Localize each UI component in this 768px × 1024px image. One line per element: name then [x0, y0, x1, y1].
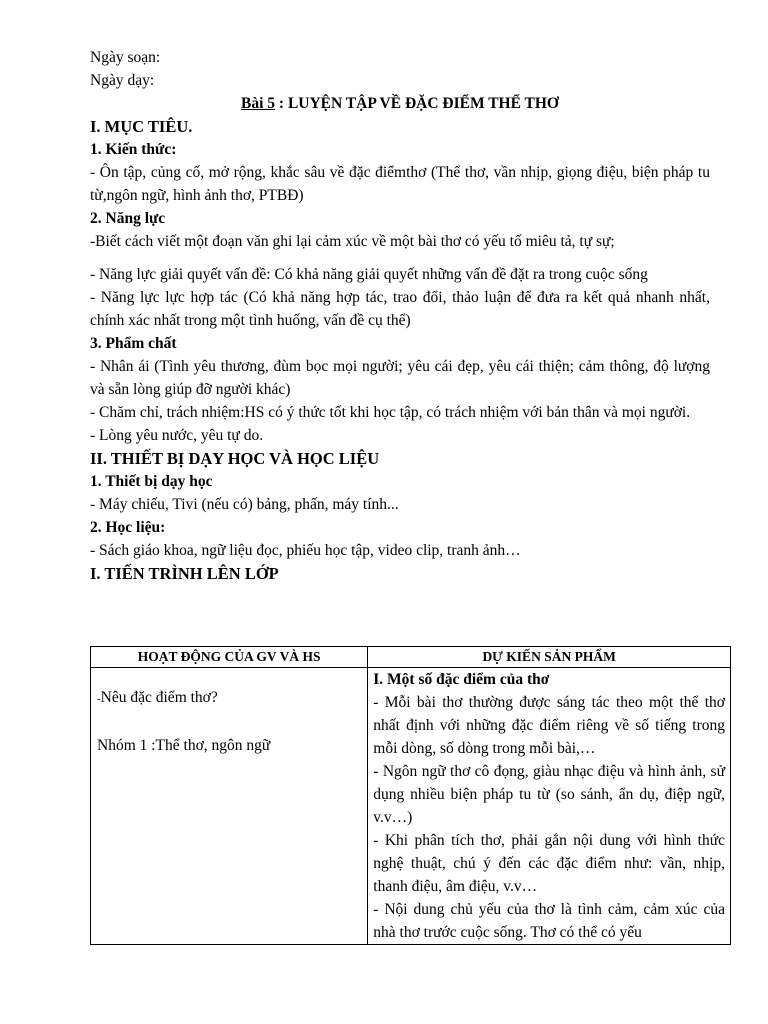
equipment-text: - Máy chiếu, Tivi (nếu có) bảng, phấn, máy tính... [90, 496, 399, 513]
knowledge-text: - Ôn tập, củng cố, mở rộng, khắc sâu về đặc điểmthơ (Thể thơ, vần nhịp, giọng điệu, biện pháp tu từ,ngôn ngữ, hình ảnh thơ, PTBĐ) [90, 164, 710, 204]
table-header-row [91, 647, 731, 668]
ability-heading: 2. Năng lực [90, 210, 166, 227]
date-taught: Ngày dạy: [90, 72, 155, 89]
table-row [91, 668, 731, 945]
quality-item-3: - Lòng yêu nước, yêu tự do. [90, 427, 264, 444]
section-equipment-heading: II. THIẾT BỊ DẠY HỌC VÀ HỌC LIỆU [90, 449, 380, 468]
ability-item-3: - Năng lực lực hợp tác (Có khả năng hợp tác, trao đổi, thảo luận để đưa ra kết quả nhanh nhất, chính xác nhất trong một tình huống, vấn đề cụ thể) [90, 289, 710, 329]
group-1-text: Nhóm 1 :Thể thơ, ngôn ngữ [97, 737, 271, 754]
products-heading: I. Một số đặc điểm của thơ [373, 671, 550, 688]
spacer [90, 253, 710, 263]
column-header-products: DỰ KIẾN SẢN PHẨM [368, 647, 731, 668]
column-header-activities: HOẠT ĐỘNG CỦA GV VÀ HS [91, 647, 368, 668]
document-page [90, 46, 710, 585]
activity-table [90, 646, 731, 945]
equipment-heading: 1. Thiết bị dạy học [90, 473, 213, 490]
section-objectives-heading: I. MỤC TIÊU. [90, 117, 193, 136]
question-line [97, 686, 361, 711]
ability-item-1: -Biết cách viết một đoạn văn ghi lại cảm xúc về một bài thơ có yếu tố miêu tả, tự sự; [90, 233, 615, 250]
products-cell [368, 668, 731, 945]
activities-cell [91, 668, 368, 945]
lesson-number: Bài 5 [241, 95, 276, 112]
ability-item-2: - Năng lực giải quyết vấn đề: Có khả năng giải quyết những vấn đề đặt ra trong cuộc sống [90, 266, 648, 283]
quality-item-2: - Chăm chỉ, trách nhiệm:HS có ý thức tốt khi học tập, có trách nhiệm với bản thân và mọi người. [90, 404, 691, 421]
materials-heading: 2. Học liệu: [90, 519, 166, 536]
spacer [97, 711, 361, 734]
lesson-title [90, 92, 710, 115]
products-item-3: - Khi phân tích thơ, phải gắn nội dung với hình thức nghệ thuật, chú ý đến các đặc điểm như: vần, nhịp, thanh điệu, âm điệu, v.v… [373, 832, 725, 895]
section-procedure-heading: I. TIẾN TRÌNH LÊN LỚP [90, 564, 279, 583]
question-dash: - [97, 693, 101, 705]
lesson-title-text: : LUYỆN TẬP VỀ ĐẶC ĐIỂM THỂ THƠ [275, 95, 559, 112]
knowledge-heading: 1. Kiến thức: [90, 141, 177, 158]
question-text: Nêu đặc điểm thơ? [100, 689, 218, 706]
products-item-2: - Ngôn ngữ thơ cô đọng, giàu nhạc điệu và hình ảnh, sử dụng nhiều biện pháp tu từ (so sánh, ẩn dụ, điệp ngữ, v.v…) [373, 763, 725, 826]
products-item-1: - Mỗi bài thơ thường được sáng tác theo một thể thơ nhất định với những đặc điểm riêng về số tiếng trong mỗi dòng, số dòng trong mỗi bài,… [373, 694, 725, 757]
date-prepared: Ngày soạn: [90, 49, 161, 66]
quality-heading: 3. Phẩm chất [90, 335, 177, 352]
materials-text: - Sách giáo khoa, ngữ liệu đọc, phiếu học tập, video clip, tranh ảnh… [90, 542, 521, 559]
quality-item-1: - Nhân ái (Tình yêu thương, đùm bọc mọi người; yêu cái đẹp, yêu cái thiện; cảm thông, độ lượng và sẵn lòng giúp đỡ người khác) [90, 358, 710, 398]
products-item-4: - Nội dung chủ yếu của thơ là tình cảm, cảm xúc của nhà thơ trước cuộc sống. Thơ có thể có yếu [373, 901, 725, 941]
